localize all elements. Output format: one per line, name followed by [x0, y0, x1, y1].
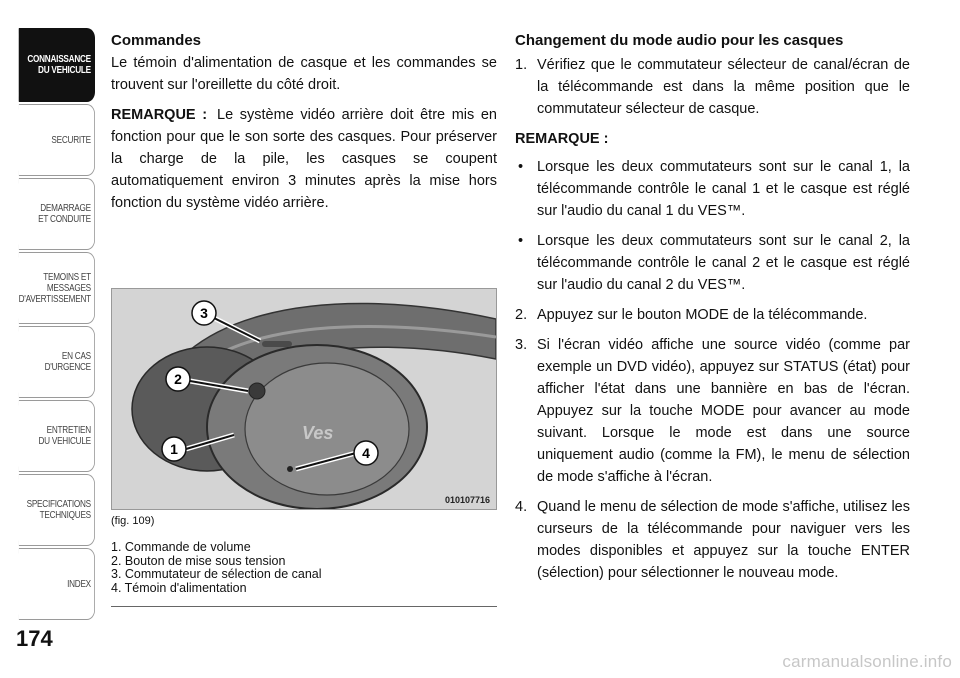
callout-1 [162, 437, 186, 461]
step-text: Si l'écran vidéo affiche une source vidéo (comme par exemple un DVD vidéo), appuyez sur STATUS (état) pour afficher l'état dans une bannière en bas de l'écran. Appuyez sur la touche MODE pour avancer au mode suivant. Lorsque le mode est dans une source uniquement audio (comme la FM), le menu de sélection de mode s'affiche à l'écran. [537, 337, 910, 485]
tab-entretien-du-vehicule[interactable] [19, 400, 95, 472]
step-number: 3. [515, 337, 528, 353]
step-text: Vérifiez que le commutateur sélecteur de canal/écran de la télécommande est dans la même position que le commutateur sélecteur de casque. [537, 57, 910, 117]
watermark: carmanualsonline.info [782, 652, 952, 671]
figure-code: 010107716 [444, 495, 490, 505]
tab-label: TEMOINS ET MESSAGES D'AVERTISSEMENT [18, 271, 91, 305]
tab-label: INDEX [67, 578, 91, 590]
figure-caption: (fig. 109) [111, 515, 155, 527]
legend-item: 1. Commande de volume [111, 540, 251, 554]
note-bullet [515, 156, 910, 222]
note-bullet [515, 230, 910, 296]
tab-en-cas-d-urgence[interactable] [19, 326, 95, 398]
bullet-text: Lorsque les deux commutateurs sont sur le canal 1, la télécommande contrôle le canal 1 et le casque est réglé sur l'audio du canal 1 du VES™. [537, 159, 910, 219]
ves-logo: Ves [302, 423, 334, 443]
tab-label: SPECIFICATIONS TECHNIQUES [26, 499, 91, 521]
svg-text:2: 2 [174, 371, 182, 387]
step-text: Quand le menu de sélection de mode s'affiche, utilisez les curseurs de la télécommande pour naviguer vers les modes disponibles et appuyez sur la touche ENTER (sélection) pour sélectionner le nouveau mode. [537, 499, 910, 581]
tab-specifications-techniques[interactable] [19, 474, 95, 546]
tab-label: DEMARRAGE ET CONDUITE [38, 203, 91, 225]
tab-securite[interactable] [19, 104, 95, 176]
svg-text:4: 4 [362, 445, 370, 461]
legend-item: 4. Témoin d'alimentation [111, 580, 247, 595]
figure-legend [111, 541, 322, 595]
tab-label: CONNAISSANCE DU VEHICULE [27, 54, 91, 76]
tab-label: SECURITE [51, 134, 91, 146]
note-label: REMARQUE : [111, 107, 208, 123]
tab-index[interactable] [19, 548, 95, 620]
tab-connaissance-du-vehicule[interactable] [19, 28, 95, 102]
section-heading-commandes: Commandes [111, 32, 202, 49]
step-4 [515, 496, 910, 584]
bullet-text: Lorsque les deux commutateurs sont sur le canal 2, la télécommande contrôle le canal 2 et le casque est réglé sur l'audio du canal 2 du VES™. [537, 233, 910, 293]
note-text: Le système vidéo arrière doit être mis en fonction pour que le son sorte des casques. Pour préserver la charge de la pile, les casques se coupent automatiquement environ 3 minutes après la mise hors fonction du système vidéo arrière. [111, 107, 497, 211]
note-heading: REMARQUE : [515, 131, 609, 147]
headphone-figure [111, 288, 497, 510]
right-column [515, 30, 910, 592]
svg-text:3: 3 [200, 305, 208, 321]
bullet-marker: • [518, 233, 524, 249]
step-number: 2. [515, 307, 528, 323]
bullet-marker: • [518, 159, 524, 175]
legend-divider [111, 606, 497, 607]
callout-4 [354, 441, 378, 465]
legend-item: 3. Commutateur de sélection de canal [111, 567, 322, 581]
legend-item: 2. Bouton de mise sous tension [111, 553, 286, 568]
tab-demarrage-et-conduite[interactable] [19, 178, 95, 250]
paragraph-controls: Le témoin d'alimentation de casque et les commandes se trouvent sur l'oreillette du côté droit. [111, 55, 497, 93]
step-text: Appuyez sur le bouton MODE de la télécommande. [537, 307, 868, 323]
svg-text:1: 1 [170, 441, 178, 457]
tab-label: EN CAS D'URGENCE [44, 351, 91, 373]
step-number: 4. [515, 499, 528, 515]
step-number: 1. [515, 57, 528, 73]
tab-label: ENTRETIEN DU VEHICULE [38, 425, 91, 447]
note-paragraph [111, 104, 497, 214]
step-2 [515, 304, 910, 326]
step-3 [515, 334, 910, 488]
callout-2 [166, 367, 190, 391]
page-number: 174 [16, 626, 53, 651]
step-1 [515, 54, 910, 120]
callout-3 [192, 301, 216, 325]
chapter-tabs [0, 0, 97, 630]
section-heading-audio-mode: Changement du mode audio pour les casques [515, 32, 844, 49]
left-column [111, 30, 497, 222]
headphone-illustration [112, 289, 496, 509]
tab-temoins-et-messages[interactable] [19, 252, 95, 324]
